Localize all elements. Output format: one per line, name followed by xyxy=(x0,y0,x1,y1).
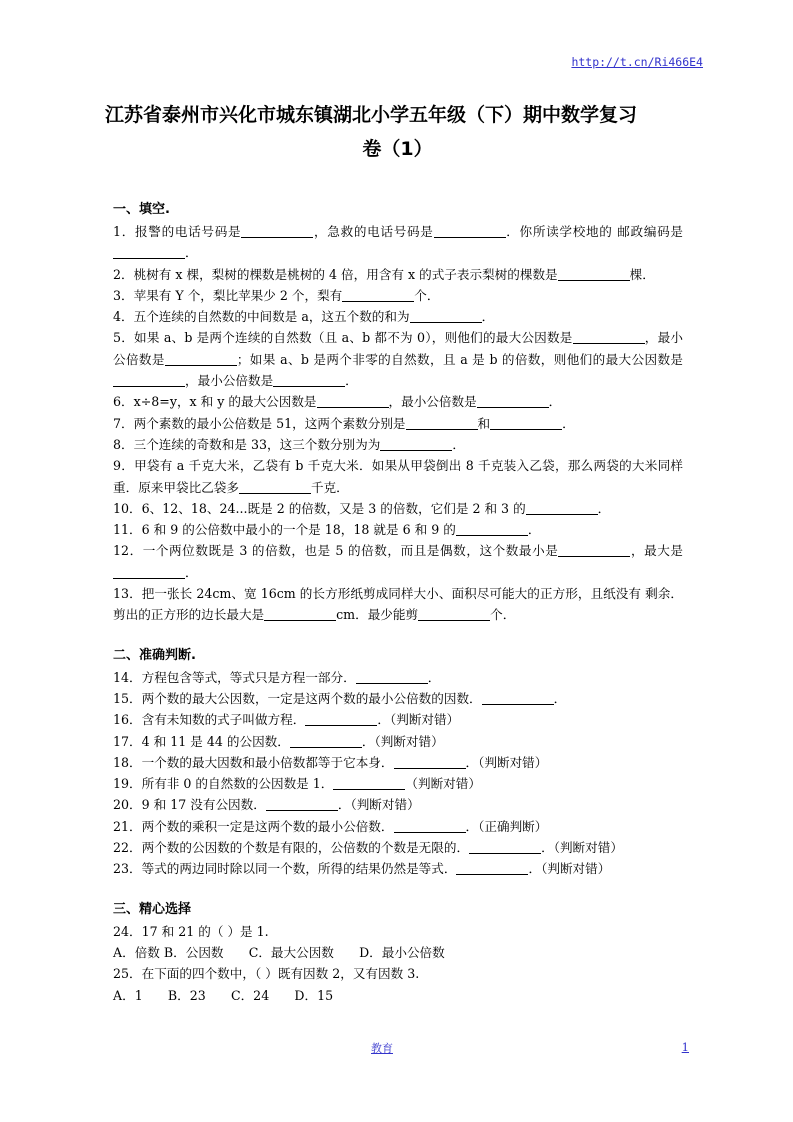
question-5: 5．如果 a、b 是两个连续的自然数（且 a、b 都不为 0），则他们的最大公因数是 ，最小公倍数是 ；如果 a、b 是两个非零的自然数，且 a 是 b 的倍数，则他们的最大公因数是，最小公倍数是 ． xyxy=(113,330,683,389)
page-title-line-2: 卷（1） xyxy=(362,138,433,160)
question-11: 11．6 和 9 的公倍数中最小的一个是 18，18 就是 6 和 9 的 ． xyxy=(113,522,541,538)
question-1: 1．报警的电话号码是 ，急救的电话号码是 ．你所读学校地的 邮政编码是． xyxy=(113,224,684,261)
answer-blank[interactable] xyxy=(406,416,478,430)
answer-blank[interactable] xyxy=(317,394,389,408)
source-url-link[interactable]: http://t.cn/Ri466E4 xyxy=(571,55,703,69)
question-22: 22．两个数的公因数的个数是有限的，公倍数的个数是无限的． ．（判断对错） xyxy=(113,840,623,856)
question-10: 10．6、12、18、24...既是 2 的倍数，又是 3 的倍数，它们是 2 和 3 的 ． xyxy=(113,500,611,516)
answer-blank[interactable] xyxy=(469,840,541,854)
question-17: 17．4 和 11 是 44 的公因数． ．（判断对错） xyxy=(113,733,444,749)
question-4: 4．五个连续的自然数的中间数是 a，这五个数的和为 ． xyxy=(113,309,495,325)
answer-blank[interactable] xyxy=(165,352,237,366)
answer-blank[interactable] xyxy=(342,288,414,302)
answer-blank[interactable] xyxy=(333,776,405,790)
question-6: 6．x÷8=y，x 和 y 的最大公因数是 ，最小公倍数是 ． xyxy=(113,394,562,410)
section-heading-multiple-choice: 三、精心选择 xyxy=(113,901,192,917)
question-25-options: A．1 B．23 C．24 D．15 xyxy=(113,987,334,1003)
question-13: 13．把一张长 24cm、宽 16cm 的长方形纸剪成同样大小、面积尽可能大的正方形，且纸没有 剩余．剪出的正方形的边长最大是 cm．最少能剪 个． xyxy=(113,586,683,623)
answer-blank[interactable] xyxy=(456,861,528,875)
answer-blank[interactable] xyxy=(418,607,490,621)
question-18: 18．一个数的最大因数和最小倍数都等于它本身． ．（判断对错） xyxy=(113,754,548,770)
document-body xyxy=(113,200,683,1006)
section-heading-fill-in-blanks: 一、填空. xyxy=(113,202,170,217)
question-9: 9．甲袋有 a 千克大米，乙袋有 b 千克大米．如果从甲袋倒出 8 千克装入乙袋，那么两袋的大米同样重．原来甲袋比乙袋多 千克． xyxy=(113,458,683,495)
answer-blank[interactable] xyxy=(266,797,338,811)
page-title xyxy=(105,98,690,166)
question-12: 12．一个两位数既是 3 的倍数，也是 5 的倍数，而且是偶数，这个数最小是 ，最大是． xyxy=(113,543,683,580)
answer-blank[interactable] xyxy=(490,416,562,430)
answer-blank[interactable] xyxy=(239,480,311,494)
question-7: 7．两个素数的最小公倍数是 51，这两个素数分别是 和 ． xyxy=(113,415,575,431)
answer-blank[interactable] xyxy=(380,437,452,451)
answer-blank[interactable] xyxy=(305,712,377,726)
question-16: 16．含有未知数的式子叫做方程． ．（判断对错） xyxy=(113,712,460,728)
question-20: 20．9 和 17 没有公因数． ．（判断对错） xyxy=(113,797,420,813)
answer-blank[interactable] xyxy=(394,755,466,769)
answer-blank[interactable] xyxy=(558,543,630,557)
footer-page-number[interactable]: 1 xyxy=(681,1040,689,1054)
question-19: 19．所有非 0 的自然数的公因数是 1． （判断对错） xyxy=(113,776,481,792)
answer-blank[interactable] xyxy=(264,607,336,621)
answer-blank[interactable] xyxy=(410,309,482,323)
section-heading-true-false: 二、准确判断. xyxy=(113,647,196,663)
question-2: 2．桃树有 x 棵，梨树的棵数是桃树的 4 倍，用含有 x 的式子表示梨树的棵数是 棵． xyxy=(113,266,655,282)
question-8: 8．三个连续的奇数和是 33，这三个数分别为为 ． xyxy=(113,436,465,452)
answer-blank[interactable] xyxy=(290,734,362,748)
answer-blank[interactable] xyxy=(394,819,466,833)
answer-blank[interactable] xyxy=(434,224,506,238)
question-3: 3．苹果有 Y 个，梨比苹果少 2 个，梨有 个． xyxy=(113,287,440,303)
question-21: 21．两个数的乘积一定是这两个数的最小公倍数． ．（正确判断） xyxy=(113,818,548,834)
page-title-line-1: 江苏省泰州市兴化市城东镇湖北小学五年级（下）期中数学复习 xyxy=(105,104,638,126)
question-24: 24．17 和 21 的（ ）是 1. xyxy=(113,923,269,939)
page-footer xyxy=(0,1040,793,1064)
footer-education-link[interactable]: 教育 xyxy=(371,1042,393,1055)
answer-blank[interactable] xyxy=(113,245,185,259)
answer-blank[interactable] xyxy=(113,373,185,387)
answer-blank[interactable] xyxy=(356,670,428,684)
answer-blank[interactable] xyxy=(573,330,645,344)
answer-blank[interactable] xyxy=(113,565,185,579)
question-14: 14．方程包含等式，等式只是方程一部分． ． xyxy=(113,669,441,685)
question-15: 15．两个数的最大公因数，一定是这两个数的最小公倍数的因数． ． xyxy=(113,690,567,706)
answer-blank[interactable] xyxy=(526,501,598,515)
answer-blank[interactable] xyxy=(241,224,313,238)
answer-blank[interactable] xyxy=(456,522,528,536)
answer-blank[interactable] xyxy=(482,691,554,705)
answer-blank[interactable] xyxy=(273,373,345,387)
answer-blank[interactable] xyxy=(477,394,549,408)
question-25: 25．在下面的四个数中，（ ）既有因数 2，又有因数 3. xyxy=(113,966,420,982)
answer-blank[interactable] xyxy=(558,267,630,281)
question-23: 23．等式的两边同时除以同一个数，所得的结果仍然是等式． ．（判断对错） xyxy=(113,861,611,877)
question-24-options: A．倍数 B．公因数 C．最大公因数 D．最小公倍数 xyxy=(113,944,445,960)
